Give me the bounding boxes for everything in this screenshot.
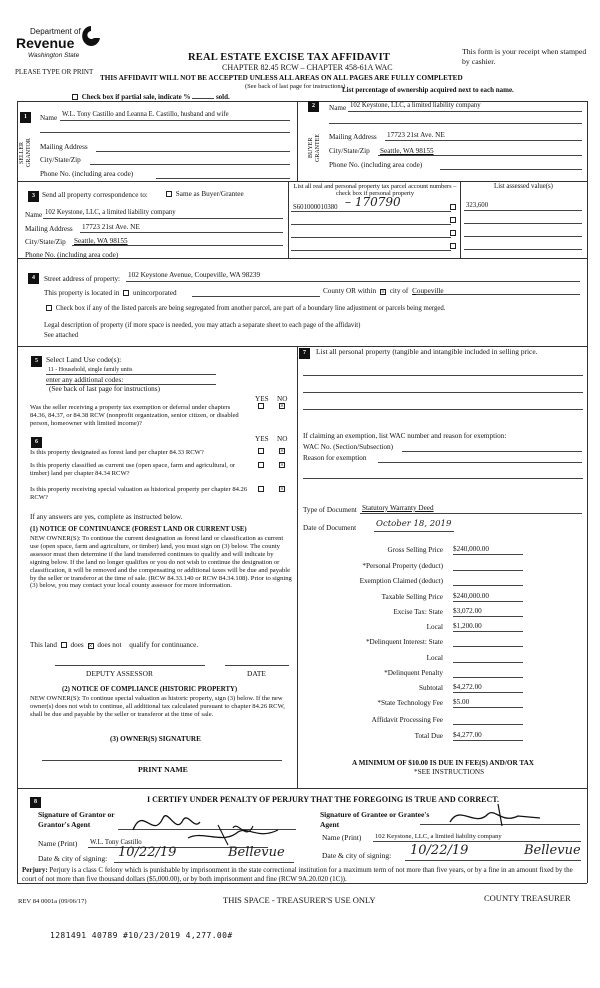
parcel-pp-checkbox-2[interactable] (450, 217, 456, 223)
doc-date-value: October 18, 2019 (376, 519, 452, 529)
treasurer-space: THIS SPACE - TREASURER'S USE ONLY (223, 895, 376, 905)
list-percentage-note: List percentage of ownership acquired next to each name. (342, 86, 514, 94)
exemption-yes-checkbox[interactable] (258, 403, 264, 409)
does-label: does (70, 641, 84, 649)
current-use-yes-checkbox[interactable] (258, 462, 264, 468)
doc-type-label: Type of Document (303, 506, 357, 514)
current-use-question: Is this property classified as current use (open space, farm and agricultural, or timber) land per chapter 84.34 RCW? (30, 462, 236, 477)
does-checkbox[interactable] (61, 642, 67, 648)
dept-line2: Revenue (16, 35, 75, 51)
fee-label: *Delinquent Penalty (384, 669, 443, 677)
dept-line1: Department of (30, 27, 81, 36)
county-or-label: County OR within (323, 287, 377, 295)
buyer-city-value: Seattle, WA 98155 (380, 147, 434, 155)
buyer-grantee-label: BUYER GRANTEE (308, 134, 321, 162)
city-checkbox[interactable] (380, 289, 386, 295)
reason-label: Reason for exemption (303, 454, 367, 462)
city-of-label: city of (389, 287, 409, 295)
land-use-label: Select Land Use code(s): (46, 355, 122, 364)
section-2-marker: 2 (308, 101, 319, 112)
unincorporated-label: unincorporated (133, 289, 177, 297)
corr-mailing-label: Mailing Address (25, 225, 73, 233)
grantee-signature-label: Signature of Grantee or Grantee's Agent (320, 810, 430, 829)
forest-no-checkbox[interactable] (279, 448, 285, 454)
same-as-buyer-row (164, 190, 244, 198)
perjury-notice (22, 866, 584, 884)
parcel-pp-checkbox-4[interactable] (450, 243, 456, 249)
parcel-header: List all real and personal property tax parcel account numbers – check box if personal property (293, 183, 457, 198)
wac-label: WAC No. (Section/Subsection) (303, 443, 394, 451)
fee-label: Taxable Selling Price (381, 593, 443, 601)
corr-mailing-value: 17723 21st Ave. NE (82, 223, 140, 231)
land-use-see-back: (See back of last page for instructions) (49, 385, 160, 393)
fee-label: Subtotal (419, 684, 443, 692)
fee-label: *Personal Property (deduct) (362, 562, 443, 570)
grantor-name-label: Name (Print) (38, 839, 78, 848)
fee-label: Affidavit Processing Fee (371, 716, 443, 724)
segregated-label: Check box if any of the listed parcels are being segregated from another parcel, are part of a boundary line adjustment or parcels being merged. (55, 305, 446, 312)
parcel-handwritten: – 170790 (345, 195, 401, 209)
current-use-no-checkbox[interactable] (279, 462, 285, 468)
does-not-checkbox[interactable] (88, 643, 94, 649)
segregated-checkbox[interactable] (46, 305, 52, 311)
exemption-claim-label: If claiming an exemption, list WAC number and reason for exemption: (303, 432, 507, 440)
fee-label: Excise Tax: State (393, 608, 443, 616)
section-3-marker: 3 (28, 191, 39, 202)
grantee-city: Bellevue (524, 843, 581, 858)
warning-line: THIS AFFIDAVIT WILL NOT BE ACCEPTED UNLESS ALL AREAS ON ALL PAGES ARE FULLY COMPLETED (100, 74, 463, 82)
form-title: REAL ESTATE EXCISE TAX AFFIDAVIT (188, 52, 391, 63)
historic-question: Is this property receiving special valuation as historical property per chapter 84.26 RCW? (30, 486, 248, 501)
doc-type-value: Statutory Warranty Deed (362, 504, 434, 512)
fee-value: $1,200.00 (453, 622, 523, 632)
land-use-code: 11 - Household, single family units (48, 367, 133, 373)
section-6-marker: 6 (31, 437, 42, 448)
fee-label: Gross Selling Price (387, 546, 443, 554)
land-qualify-row (30, 641, 198, 649)
perjury-text: Perjury is a class C felony which is punishable by imprisonment in the state correctional institution for a maximum term of not more than five years, or by a fine in an amount fixed by the court of not more than five thousand dollars ($5,000.00), or by both imprisonment and fine (RCW 9A.20.020 (1C)). (22, 866, 573, 884)
location-row (44, 289, 177, 297)
fee-value: $240,000.00 (453, 592, 523, 602)
fee-value: $4,277.00 (453, 731, 523, 741)
corr-city-value: Seattle, WA 98155 (74, 237, 128, 245)
fee-value: $3,072.00 (453, 607, 523, 617)
grantee-name-label: Name (Print) (322, 833, 362, 842)
fee-label: Total Due (414, 732, 443, 740)
doc-date-label: Date of Document (303, 524, 357, 532)
located-in-label: This property is located in (44, 289, 120, 297)
segregated-row (44, 305, 446, 313)
section-5-marker: 5 (31, 356, 42, 367)
corr-city-label: City/State/Zip (25, 238, 66, 246)
corr-phone-label: Phone No. (including area code) (25, 251, 119, 259)
historic-yes-checkbox[interactable] (258, 486, 264, 492)
parcel-pp-checkbox-3[interactable] (450, 230, 456, 236)
exemption-no-checkbox[interactable] (279, 403, 285, 409)
minimum-fee-note: A MINIMUM OF $10.00 IS DUE IN FEE(S) AND/OR TAX (352, 759, 534, 767)
corr-name-label: Name (25, 211, 43, 219)
section-1-marker: 1 (20, 112, 31, 123)
no-header-5: NO (277, 395, 288, 403)
section-8-marker: 8 (30, 797, 41, 808)
continuance-text: NEW OWNER(S): To continue the current designation as forest land or classification as current use (open space, farm and agriculture, or timber) land, you must sign on (3) below. The county assessor must then determine if the land transferred continues to qualify and will indicate by signing below. If the land no longer qualifies or you do not wish to continue the designation or classification, it will be removed and the compensating or additional taxes will be due and payable by the seller or transferor at the time of sale. (RCW 84.33.140 or RCW 84.34.108). Prior to signing (3) below, you may contact your local county assessor for more information. (30, 535, 292, 590)
deputy-assessor-label: DEPUTY ASSESSOR (86, 669, 153, 678)
receipt-note: This form is your receipt when stamped by cashier. (462, 47, 587, 67)
street-label: Street address of property: (44, 275, 121, 283)
dept-line3: Washington State (28, 52, 80, 59)
grantor-name-value: W.L. Tony Castillo (90, 839, 142, 846)
forest-yes-checkbox[interactable] (258, 448, 264, 454)
section-7-marker: 7 (299, 348, 310, 359)
compliance-title: (2) NOTICE OF COMPLIANCE (HISTORIC PROPERTY) (62, 686, 238, 693)
assessed-value: 323,600 (466, 202, 489, 209)
fee-value: $5.00 (453, 698, 523, 708)
send-correspondence-label: Send all property correspondence to: (42, 191, 148, 199)
certify-statement: I CERTIFY UNDER PENALTY OF PERJURY THAT THE FOREGOING IS TRUE AND CORRECT. (147, 795, 500, 804)
street-value: 102 Keystone Avenue, Coupeville, WA 98239 (128, 271, 261, 279)
chapter-line: CHAPTER 82.45 RCW – CHAPTER 458-61A WAC (222, 63, 393, 72)
see-back-header: (See back of last page for instructions) (245, 83, 346, 90)
fee-value (453, 561, 523, 571)
rev-number: REV 84 0001a (09/06/17) (18, 898, 87, 905)
this-land-label: This land (30, 641, 57, 649)
same-as-buyer-checkbox[interactable] (166, 191, 172, 197)
grantor-date: 10/22/19 (118, 845, 177, 860)
personal-property-label: List all personal property (tangible and intangible included in selling price. (316, 347, 538, 356)
dor-logo (16, 22, 104, 64)
grantee-name-value: 102 Keystone, LLC, a limited liability company (375, 833, 502, 840)
fee-label: Local (426, 623, 443, 631)
same-as-buyer-label: Same as Buyer/Grantee (175, 190, 244, 198)
grantee-date-city-label: Date & city of signing: (322, 851, 392, 860)
additional-codes-label: enter any additional codes: (46, 376, 124, 384)
fee-label: Exemption Claimed (deduct) (359, 577, 443, 585)
exemption-question: Was the seller receiving a property tax exemption or deferral under chapters 84.36, 84.37, or 84.38 RCW (nonprofit organization, senior citizen, or disabled person, homeowner with limited income)? (30, 404, 239, 427)
city-value: Coupeville (412, 287, 444, 295)
seller-city-label: City/State/Zip (40, 156, 81, 164)
seller-phone-label: Phone No. (including area code) (40, 170, 134, 178)
yes-header-5: YES (255, 395, 269, 403)
compliance-text: NEW OWNER(S): To continue special valuation as historic property, sign (3) below. If the new owner(s) does not wish to continue, all additional tax calculated pursuant to chapter 84.26 RCW, shall be due and payable by the seller or transferor at the time of sale. (30, 695, 285, 718)
grantor-date-city-label: Date & city of signing: (38, 854, 108, 863)
unincorporated-checkbox[interactable] (123, 290, 129, 296)
fee-value: $240,000.00 (453, 545, 523, 555)
grantee-date: 10/22/19 (410, 843, 469, 858)
treasurer-stamp: 1281491 40789 #10/23/2019 4,277.00# (50, 931, 233, 940)
dor-swirl-icon (80, 24, 102, 48)
seller-name-value: W.L. Tony Castillo and Leanna E. Castillo, husband and wife (62, 111, 229, 118)
no-header-6: NO (277, 435, 288, 443)
sold-label: sold. (215, 93, 230, 101)
buyer-mailing-value: 17723 21st Ave. NE (387, 131, 445, 139)
fee-value (453, 668, 523, 678)
see-instructions: *SEE INSTRUCTIONS (414, 768, 485, 776)
legal-desc-label: Legal description of property (if more space is needed, you may attach a separate sheet to each page of the affidavit) (44, 322, 361, 329)
if-yes-note: If any answers are yes, complete as instructed below. (30, 513, 183, 521)
fee-value (453, 653, 523, 663)
forest-question: Is this property designated as forest land per chapter 84.33 RCW? (30, 449, 204, 456)
buyer-phone-label: Phone No. (including area code) (329, 161, 423, 169)
buyer-city-label: City/State/Zip (329, 147, 370, 155)
assessed-header: List assessed value(s) (494, 183, 553, 190)
does-not-label: does not (97, 641, 122, 649)
yes-header-6: YES (255, 435, 269, 443)
partial-sale-label: Check box if partial sale, indicate % (81, 93, 191, 101)
partial-sale-checkbox[interactable] (72, 94, 78, 100)
grantee-signature (440, 800, 560, 830)
fee-value (453, 576, 523, 586)
fee-value (453, 637, 523, 647)
fee-label: *Delinquent Interest: State (365, 638, 443, 646)
buyer-mailing-label: Mailing Address (329, 133, 377, 141)
parcel-value: S601000010380 (293, 204, 338, 211)
section-4-marker: 4 (28, 273, 39, 284)
see-attached: See attached (44, 332, 79, 339)
fee-value: $4,272.00 (453, 683, 523, 693)
grantor-city: Bellevue (228, 845, 285, 860)
qualify-label: qualify for continuance. (129, 641, 199, 649)
historic-no-checkbox[interactable] (279, 486, 285, 492)
county-treasurer: COUNTY TREASURER (484, 893, 571, 903)
fee-value (453, 715, 523, 725)
grantor-signature-label: Signature of Grantor or Grantor's Agent (38, 810, 115, 829)
seller-name-label: Name (40, 114, 58, 122)
parcel-pp-checkbox-1[interactable] (450, 204, 456, 210)
continuance-title: (1) NOTICE OF CONTINUANCE (FOREST LAND OR CURRENT USE) (30, 526, 247, 533)
corr-name-value: 102 Keystone, LLC, a limited liability company (45, 209, 176, 216)
date-label: DATE (247, 669, 266, 678)
buyer-name-value: 102 Keystone, LLC, a limited liability company (350, 102, 481, 109)
fee-label: *State Technology Fee (377, 699, 443, 707)
seller-mailing-label: Mailing Address (40, 143, 88, 151)
please-type: PLEASE TYPE OR PRINT (15, 68, 94, 76)
buyer-name-label: Name (329, 104, 347, 112)
perjury-label: Perjury: (22, 866, 48, 874)
owner-signature-label: (3) OWNER(S) SIGNATURE (110, 735, 201, 743)
partial-sale-row (70, 93, 230, 101)
seller-grantor-label: SELLER GRANTOR (19, 138, 32, 168)
print-name-label: PRINT NAME (138, 765, 188, 774)
fee-label: Local (426, 654, 443, 662)
